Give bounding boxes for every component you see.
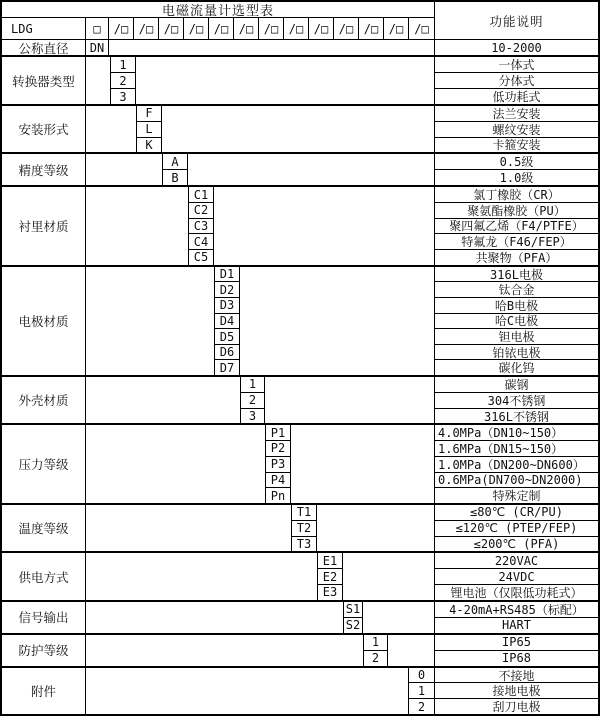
description-cell: 1.0MPa（DN200~DN600）	[435, 457, 598, 473]
section-accuracy-class	[2, 152, 598, 185]
code-cell: C2	[188, 203, 214, 219]
description-cell: 螺纹安装	[435, 122, 598, 138]
description-column	[434, 40, 598, 55]
section-housing-material	[2, 375, 598, 423]
code-cell: S2	[343, 618, 363, 633]
code-stack	[363, 635, 388, 666]
code-cell: 1	[408, 683, 434, 699]
description-cell: ≤120℃ (PTEP/FEP)	[435, 521, 598, 537]
description-cell: 锂电池（仅限低功耗式）	[450, 585, 583, 600]
description-cell: 哈C电极	[435, 314, 598, 330]
section-nominal-diameter	[2, 40, 598, 55]
description-column	[434, 602, 598, 633]
section-label: 精度等级	[2, 154, 86, 185]
code-cell: D1	[214, 267, 240, 283]
code-cell: F	[136, 106, 162, 122]
code-stack	[162, 154, 188, 185]
code-area	[86, 377, 434, 423]
function-description-header: 功能说明	[434, 2, 598, 39]
description-column	[434, 425, 598, 502]
code-area	[86, 553, 434, 599]
code-cell: B	[162, 170, 188, 185]
table-body	[2, 40, 598, 714]
section-label: 压力等级	[2, 425, 86, 502]
code-stack	[240, 377, 265, 423]
model-prefix: LDG	[2, 18, 86, 39]
section-signal-output	[2, 600, 598, 633]
code-stack	[291, 505, 317, 551]
code-cell: E2	[317, 569, 343, 585]
code-cell: 2	[110, 73, 136, 89]
code-cell: 3	[240, 409, 265, 424]
description-column	[434, 57, 598, 103]
table-title: 电磁流量计选型表	[2, 2, 434, 18]
section-label: 防护等级	[2, 635, 86, 666]
code-stack	[265, 425, 291, 502]
code-cell: T1	[291, 505, 317, 521]
code-area	[86, 57, 434, 103]
description-cell: 1.0级	[499, 171, 534, 186]
code-cell: Pn	[265, 488, 291, 503]
description-cell: 1.6MPa（DN15~150）	[435, 441, 598, 457]
code-area	[86, 267, 434, 375]
description-column	[434, 635, 598, 666]
description-cell: 0.6MPa(DN700~DN2000)	[435, 473, 598, 489]
code-cell: 3	[110, 89, 136, 104]
description-cell: 哈B电极	[435, 298, 598, 314]
table-header	[2, 2, 598, 40]
code-cell: P4	[265, 473, 291, 489]
description-cell: 钛合金	[435, 282, 598, 298]
code-area	[86, 154, 434, 185]
code-cell: C4	[188, 234, 214, 250]
model-code-slot: /□	[334, 18, 359, 39]
code-cell: D5	[214, 329, 240, 345]
description-column	[434, 267, 598, 375]
description-cell: 聚四氟乙烯（F4/PTFE）	[435, 219, 598, 235]
section-label: 供电方式	[2, 553, 86, 599]
description-cell: 聚氨酯橡胶（PU）	[435, 203, 598, 219]
model-code-slot: /□	[159, 18, 184, 39]
section-protection-class	[2, 633, 598, 666]
description-cell: 特殊定制	[492, 489, 541, 503]
description-column	[434, 668, 598, 714]
description-cell: 碳化钨	[498, 361, 535, 376]
code-stack	[408, 668, 434, 714]
code-stack	[214, 267, 240, 375]
description-cell: ≤80℃ (CR/PU)	[435, 505, 598, 521]
description-cell: 接地电极	[435, 683, 598, 699]
description-cell: 共聚物（PFA）	[475, 250, 558, 265]
description-cell: 10-2000	[491, 40, 542, 55]
section-power-supply	[2, 551, 598, 599]
code-cell: S1	[343, 602, 363, 618]
description-cell: 钽电极	[435, 329, 598, 345]
description-column	[434, 106, 598, 152]
code-cell: D4	[214, 314, 240, 330]
section-label: 衬里材质	[2, 187, 86, 264]
description-cell: 铂铱电极	[435, 345, 598, 361]
description-cell: ≤200℃ (PFA)	[473, 536, 560, 551]
section-label: 电极材质	[2, 267, 86, 375]
section-electrode-material	[2, 265, 598, 375]
description-cell: 0.5级	[435, 154, 598, 170]
description-cell: 一体式	[435, 57, 598, 73]
description-cell: IP68	[502, 651, 531, 666]
description-cell: 刮刀电极	[492, 700, 541, 715]
code-area	[86, 602, 434, 633]
code-cell: E3	[317, 585, 343, 600]
code-cell: 1	[363, 635, 388, 651]
description-cell: 氯丁橡胶（CR）	[435, 187, 598, 203]
description-cell: 304不锈钢	[435, 393, 598, 409]
code-cell: 1	[110, 57, 136, 73]
description-cell: 4-20mA+RS485（标配）	[435, 602, 598, 618]
code-cell: E1	[317, 553, 343, 569]
code-cell: K	[136, 138, 162, 153]
model-code-slot: /□	[414, 21, 429, 36]
section-converter-type	[2, 55, 598, 103]
code-area	[86, 505, 434, 551]
section-label: 温度等级	[2, 505, 86, 551]
model-code-slot: /□	[109, 18, 134, 39]
description-cell: HART	[502, 618, 531, 633]
section-label: 外壳材质	[2, 377, 86, 423]
description-cell: 分体式	[435, 73, 598, 89]
code-area	[86, 668, 434, 714]
description-column	[434, 154, 598, 185]
code-cell: C3	[188, 219, 214, 235]
section-accessories	[2, 666, 598, 714]
code-area	[86, 635, 434, 666]
section-label: 转换器类型	[2, 57, 86, 103]
description-cell: 低功耗式	[492, 90, 541, 104]
description-column	[434, 505, 598, 551]
code-stack	[86, 40, 109, 55]
code-cell: 2	[363, 651, 388, 666]
section-label: 信号输出	[2, 602, 86, 633]
model-code-slots	[86, 18, 434, 39]
code-cell: D2	[214, 282, 240, 298]
code-cell: P2	[265, 441, 291, 457]
code-stack	[188, 187, 214, 264]
code-area	[86, 40, 434, 55]
code-stack	[317, 553, 343, 599]
section-label: 安装形式	[2, 106, 86, 152]
code-cell: C5	[188, 250, 214, 265]
code-area	[86, 106, 434, 152]
code-stack	[110, 57, 136, 103]
code-cell: 2	[408, 699, 434, 714]
model-code-slot: /□	[384, 18, 409, 39]
description-cell: 316L电极	[435, 267, 598, 283]
code-cell: T2	[291, 521, 317, 537]
description-cell: 4.0MPa（DN10~150）	[435, 425, 598, 441]
description-cell: IP65	[435, 635, 598, 651]
code-stack	[136, 106, 162, 152]
code-cell: D6	[214, 345, 240, 361]
section-installation-form	[2, 104, 598, 152]
model-code-slot: /□	[184, 18, 209, 39]
code-area	[86, 187, 434, 264]
model-code-slot: /□	[234, 18, 259, 39]
code-cell: L	[136, 122, 162, 138]
model-code-slot: /□	[209, 18, 234, 39]
code-cell: P1	[265, 425, 291, 441]
code-cell: 2	[240, 393, 265, 409]
code-area	[86, 425, 434, 502]
section-label: 公称直径	[2, 40, 86, 55]
code-stack	[343, 602, 363, 633]
code-cell: C1	[188, 187, 214, 203]
section-pressure-class	[2, 423, 598, 502]
code-cell: T3	[291, 537, 317, 552]
section-temperature-class	[2, 503, 598, 551]
model-code-slot: /□	[284, 18, 309, 39]
description-column	[434, 377, 598, 423]
code-cell: 1	[240, 377, 265, 393]
code-cell: P3	[265, 457, 291, 473]
description-cell: 不接地	[435, 668, 598, 684]
model-code-slot: /□	[359, 18, 384, 39]
code-cell: D3	[214, 298, 240, 314]
code-cell: A	[162, 154, 188, 170]
description-cell: 316L不锈钢	[484, 409, 549, 424]
description-cell: 24VDC	[435, 569, 598, 585]
section-liner-material	[2, 185, 598, 264]
description-column	[434, 553, 598, 599]
code-cell: D7	[214, 360, 240, 375]
description-column	[434, 187, 598, 264]
model-code-slot: /□	[259, 18, 284, 39]
code-cell: 0	[408, 668, 434, 684]
model-code-slot: /□	[134, 18, 159, 39]
description-cell: 碳钢	[435, 377, 598, 393]
description-cell: 特氟龙（F46/FEP）	[435, 234, 598, 250]
model-code-row	[2, 18, 434, 39]
header-left	[2, 2, 434, 39]
code-cell: DN	[86, 40, 109, 55]
model-code-slot: /□	[309, 18, 334, 39]
description-cell: 220VAC	[435, 553, 598, 569]
description-cell: 法兰安装	[435, 106, 598, 122]
model-code-slot: □	[86, 18, 109, 39]
description-cell: 卡箍安装	[492, 138, 541, 153]
section-label: 附件	[2, 668, 86, 714]
